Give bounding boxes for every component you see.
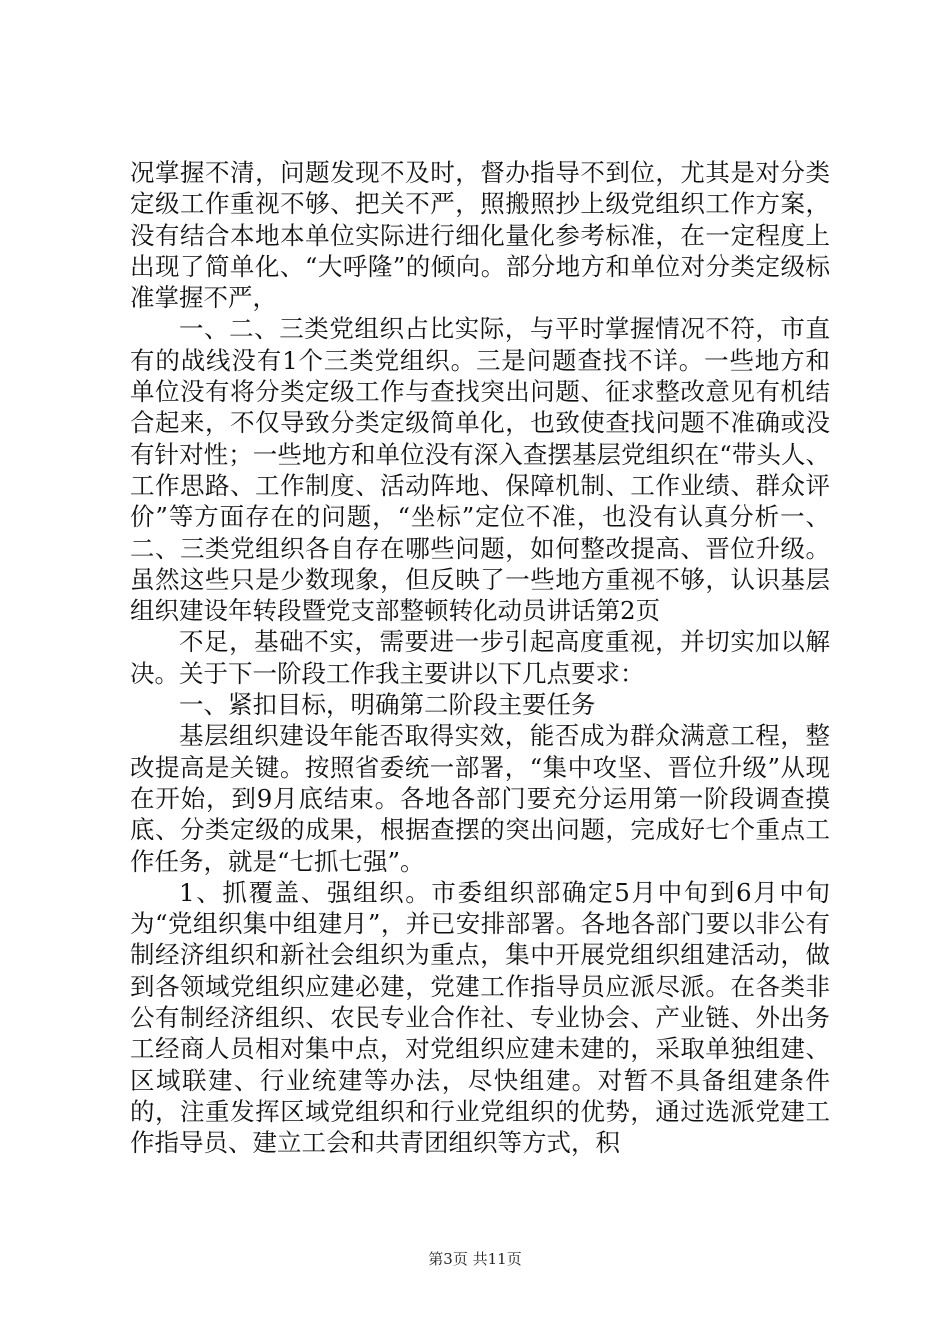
paragraph-1: 况掌握不清，问题发现不及时，督办指导不到位，尤其是对分类定级工作重视不够、把关不严，照搬照抄上级党组织工作方案，没有结合本地本单位实际进行细化量化参考标准，在一定程度上出现了简单化、“大呼隆”的倾向。部分地方和单位对分类定级标准掌握不严， [130, 158, 830, 313]
paragraph-5: 1、抓覆盖、强组织。市委组织部确定5月中旬到6月中旬为“党组织集中组建月”，并已安排部署。各地各部门要以非公有制经济组织和新社会组织为重点，集中开展党组织组建活动，做到各领域党组织应建必建，党建工作指导员应派尽派。在各类非公有制经济组织、农民专业合作社、专业协会、产业链、外出务工经商人员相对集中点，对党组织应建未建的，采取单独组建、区域联建、行业统建等办法，尽快组建。对暂不具备组建条件的，注重发挥区域党组织和行业党组织的优势，通过选派党建工作指导员、建立工会和共青团组织等方式，积 [130, 877, 830, 1158]
paragraph-4: 基层组织建设年能否取得实效，能否成为群众满意工程，整改提高是关键。按照省委统一部署，“集中攻坚、晋位升级”从现在开始，到9月底结束。各地各部门要充分运用第一阶段调查摸底、分类定级的成果，根据查摆的突出问题，完成好七个重点工作任务，就是“七抓七强”。 [130, 721, 830, 876]
page-footer: 第3页 共11页 [428, 1250, 522, 1268]
paragraph-2: 一、二、三类党组织占比实际，与平时掌握情况不符，市直有的战线没有1个三类党组织。三是问题查找不详。一些地方和单位没有将分类定级工作与查找突出问题、征求整改意见有机结合起来，不仅导致分类定级简单化，也致使查找问题不准确或没有针对性；一些地方和单位没有深入查摆基层党组织在“带头人、工作思路、工作制度、活动阵地、保障机制、工作业绩、群众评价”等方面存在的问题，“坐标”定位不准，也没有认真分析一、二、三类党组织各自存在哪些问题，如何整改提高、晋位升级。虽然这些只是少数现象，但反映了一些地方重视不够，认识基层组织建设年转段暨党支部整顿转化动员讲话第2页 [130, 314, 830, 626]
section-heading: 一、紧扣目标，明确第二阶段主要任务 [179, 690, 596, 720]
paragraph-3: 不足，基础不实，需要进一步引起高度重视，并切实加以解决。关于下一阶段工作我主要讲以下几点要求： [130, 627, 830, 688]
document-body [130, 157, 830, 1159]
